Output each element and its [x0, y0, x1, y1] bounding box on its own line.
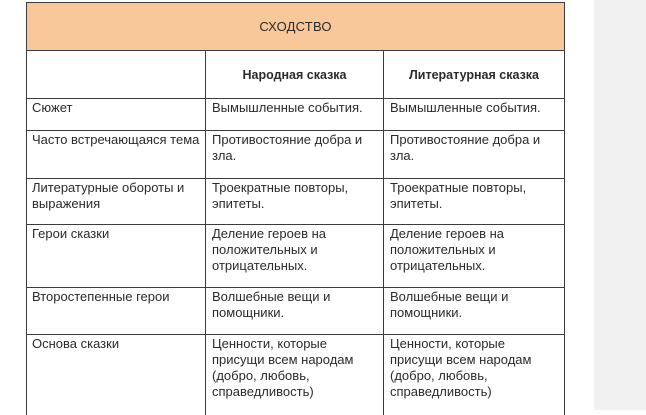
folk-cell-text: Волшебные вещи и помощники. [212, 289, 331, 320]
header-folk-tale: Народная сказка [206, 51, 384, 99]
row-label-text: Часто встречающаяся тема [32, 132, 200, 147]
table-title: СХОДСТВО [27, 3, 565, 51]
row-label-text: Литературные обороты и выражения [32, 180, 185, 211]
literary-cell-text: Деление героев на положительных и отрицательных. [390, 226, 505, 273]
folk-cell-text: Деление героев на положительных и отрицательных. [212, 226, 327, 273]
literary-cell [384, 179, 565, 225]
folk-cell [206, 99, 384, 131]
literary-cell-text: Вымышленные события. [390, 100, 541, 115]
row-label-text: Сюжет [32, 100, 73, 115]
row-label [27, 179, 206, 225]
row-label [27, 99, 206, 131]
folk-cell [206, 179, 384, 225]
literary-cell-text: Троекратные повторы, эпитеты. [390, 180, 527, 211]
literary-cell [384, 131, 565, 179]
row-label [27, 335, 206, 415]
table-row [27, 99, 565, 131]
literary-cell [384, 99, 565, 131]
folk-cell-text: Вымышленные события. [212, 100, 363, 115]
folk-cell-text: Ценности, которые присущи всем народам (добро, любовь, справедливость) [212, 336, 354, 399]
folk-cell-text: Противостояние добра и зла. [212, 132, 363, 163]
comparison-table [26, 2, 565, 415]
folk-cell [206, 225, 384, 288]
row-label-text: Герои сказки [32, 226, 110, 241]
literary-cell [384, 288, 565, 335]
table-row [27, 225, 565, 288]
header-cell-empty [27, 51, 206, 99]
row-label [27, 225, 206, 288]
literary-cell-text: Противостояние добра и зла. [390, 132, 541, 163]
literary-cell [384, 225, 565, 288]
row-label [27, 288, 206, 335]
side-panel-background [594, 0, 646, 410]
folk-cell [206, 288, 384, 335]
table-row [27, 288, 565, 335]
header-literary-tale: Литературная сказка [384, 51, 565, 99]
folk-cell [206, 131, 384, 179]
row-label [27, 131, 206, 179]
literary-cell-text: Волшебные вещи и помощники. [390, 289, 509, 320]
folk-cell-text: Троекратные повторы, эпитеты. [212, 180, 349, 211]
row-label-text: Второстепенные герои [32, 289, 170, 304]
table-row [27, 179, 565, 225]
literary-cell [384, 335, 565, 415]
table-title-row [27, 3, 565, 51]
table-header-row [27, 51, 565, 99]
table-row [27, 335, 565, 415]
table-row [27, 131, 565, 179]
folk-cell [206, 335, 384, 415]
literary-cell-text: Ценности, которые присущи всем народам (добро, любовь, справедливость) [390, 336, 532, 399]
row-label-text: Основа сказки [32, 336, 120, 351]
